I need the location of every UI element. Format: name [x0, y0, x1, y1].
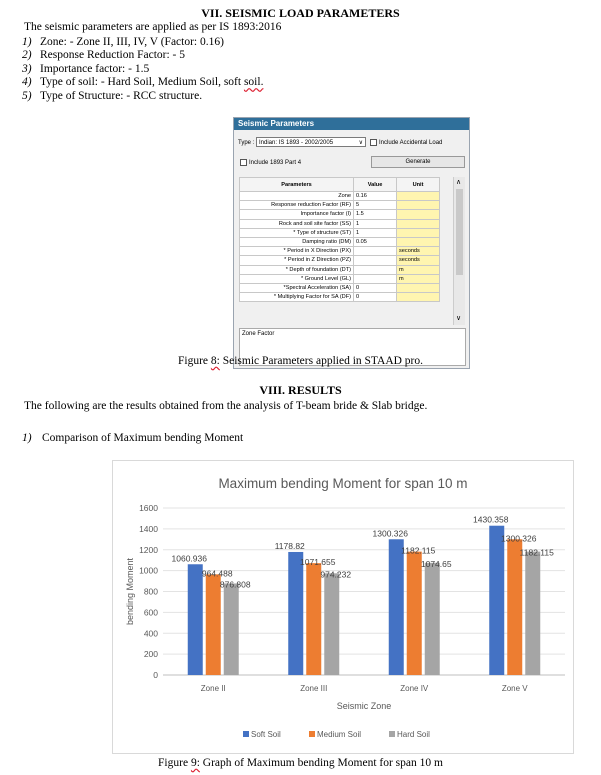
parameters-table	[239, 177, 440, 302]
param-name-cell: * Period in X Direction (PX)	[240, 247, 354, 256]
y-tick-label: 1400	[139, 523, 158, 534]
col-header-unit: Unit	[397, 178, 440, 192]
legend-swatch	[243, 731, 249, 737]
table-row[interactable]	[240, 265, 440, 274]
y-tick-label: 0	[153, 670, 158, 680]
param-value-cell[interactable]: 5	[354, 201, 397, 210]
table-row[interactable]	[240, 219, 440, 228]
data-label: 964.488	[201, 568, 233, 579]
data-label: 1071.655	[300, 557, 336, 568]
list-item: 1) Zone: - Zone II, III, IV, V (Factor: 0.16)	[22, 36, 224, 48]
y-tick-label: 1000	[139, 565, 158, 576]
list-item: 2) Response Reduction Factor: - 5	[22, 49, 186, 62]
bar	[306, 563, 321, 675]
section-heading-results: VIII. RESULTS	[259, 383, 342, 397]
param-name-cell: Response reduction Factor (RF)	[240, 201, 354, 210]
table-row[interactable]	[240, 210, 440, 219]
table-row[interactable]	[240, 237, 440, 246]
param-value-cell[interactable]	[354, 265, 397, 274]
param-unit-cell	[397, 210, 440, 219]
param-name-cell: * Ground Level (GL)	[240, 274, 354, 283]
table-row[interactable]	[240, 293, 440, 302]
data-label: 876.808	[219, 579, 251, 590]
table-row[interactable]	[240, 283, 440, 292]
param-name-cell: Zone	[240, 192, 354, 201]
scrollbar-thumb[interactable]	[456, 189, 463, 275]
bar	[425, 563, 440, 675]
data-label: 974.232	[320, 569, 352, 580]
bar	[224, 583, 239, 675]
table-row[interactable]	[240, 256, 440, 265]
bar	[407, 552, 422, 675]
y-tick-label: 600	[143, 607, 158, 618]
param-unit-cell: seconds	[397, 256, 440, 265]
param-value-cell[interactable]: 0.05	[354, 237, 397, 246]
param-unit-cell	[397, 219, 440, 228]
description-text: Zone Factor	[242, 331, 275, 337]
figure-8-caption: Figure 8: Seismic Parameters applied in STAAD pro.	[177, 355, 424, 367]
legend-item: Soft Soil	[251, 730, 281, 739]
x-axis-label: Seismic Zone	[336, 701, 392, 711]
data-label: 1060.936	[171, 553, 207, 564]
col-header-value: Value	[354, 178, 397, 192]
data-label: 1178.82	[274, 540, 305, 551]
generate-button[interactable]: Generate	[371, 156, 465, 168]
type-select[interactable]: Indian: IS 1893 - 2002/2005 ∨	[256, 137, 366, 147]
param-value-cell[interactable]: 0	[354, 283, 397, 292]
data-label: 1182.115	[519, 547, 554, 558]
param-unit-cell	[397, 192, 440, 201]
y-tick-label: 1200	[139, 544, 158, 555]
y-tick-label: 1600	[139, 503, 158, 513]
data-label: 1182.115	[401, 545, 436, 556]
param-unit-cell	[397, 228, 440, 237]
param-value-cell[interactable]: 0.16	[354, 192, 397, 201]
legend-swatch	[389, 731, 395, 737]
accidental-load-label: Include Accidental Load	[379, 140, 443, 146]
param-unit-cell	[397, 237, 440, 246]
results-intro: The following are the results obtained from the analysis of T-beam bride & Slab bridge.	[24, 400, 428, 412]
table-row[interactable]	[240, 228, 440, 237]
x-tick-label: Zone III	[300, 684, 328, 693]
param-name-cell: Rock and soil site factor (SS)	[240, 219, 354, 228]
chart-title: Maximum bending Moment for span 10 m	[218, 476, 468, 491]
table-row[interactable]	[240, 201, 440, 210]
y-tick-label: 200	[143, 649, 158, 660]
param-unit-cell: m	[397, 274, 440, 283]
table-scrollbar[interactable]	[453, 177, 465, 325]
table-row[interactable]	[240, 247, 440, 256]
bar	[324, 573, 339, 675]
section-heading-seismic: VII. SEISMIC LOAD PARAMETERS	[201, 6, 400, 20]
data-label: 1074.65	[420, 558, 452, 569]
param-name-cell: * Depth of foundation (DT)	[240, 265, 354, 274]
results-list-item: 1) Comparison of Maximum bending Moment	[22, 432, 244, 444]
param-unit-cell	[397, 293, 440, 302]
y-tick-label: 400	[143, 628, 158, 639]
table-header-row	[240, 178, 440, 192]
param-name-cell: * Type of structure (ST)	[240, 228, 354, 237]
data-label: 1300.326	[372, 528, 408, 539]
param-name-cell: * Period in Z Direction (PZ)	[240, 256, 354, 265]
dialog-title: Seismic Parameters	[234, 118, 469, 130]
scroll-up-icon[interactable]: ∧	[456, 179, 462, 186]
list-item: 3) Importance factor: - 1.5	[22, 62, 150, 75]
data-label: 1300.326	[501, 533, 537, 544]
part4-label: Include 1893 Part 4	[249, 160, 302, 166]
bending-moment-chart	[112, 460, 574, 754]
param-unit-cell	[397, 201, 440, 210]
legend-item: Medium Soil	[317, 730, 362, 739]
y-tick-label: 800	[143, 586, 158, 597]
param-value-cell[interactable]: 1	[354, 219, 397, 228]
scroll-down-icon[interactable]: ∨	[456, 315, 462, 322]
bar	[389, 539, 404, 675]
bar	[507, 539, 522, 675]
bar	[206, 574, 221, 675]
param-unit-cell	[397, 283, 440, 292]
chart-svg	[113, 461, 573, 753]
bar	[288, 552, 303, 675]
seismic-parameter-list	[22, 36, 263, 103]
type-label: Type :	[238, 140, 255, 146]
legend-swatch	[309, 731, 315, 737]
list-item: 5) Type of Structure: - RCC structure.	[22, 89, 203, 102]
param-name-cell: * Multiplying Factor for SA (DF)	[240, 293, 354, 302]
x-tick-label: Zone II	[200, 684, 226, 693]
y-axis-label: bending Moment	[125, 557, 135, 626]
param-name-cell: *Spectral Acceleration (SA)	[240, 283, 354, 292]
param-value-cell[interactable]	[354, 274, 397, 283]
include-part4-checkbox[interactable]	[240, 159, 247, 166]
param-name-cell: Importance factor (I)	[240, 210, 354, 219]
data-label: 1430.358	[473, 514, 509, 525]
legend-item: Hard Soil	[397, 730, 430, 739]
list-item: 4) Type of soil: - Hard Soil, Medium Soil, soft soil.	[22, 76, 264, 89]
x-tick-label: Zone V	[501, 684, 528, 693]
param-value-cell[interactable]: 1.5	[354, 210, 397, 219]
param-name-cell: Damping ratio (DM)	[240, 237, 354, 246]
bar	[489, 526, 504, 675]
param-value-cell[interactable]: 1	[354, 228, 397, 237]
param-value-cell[interactable]: 0	[354, 293, 397, 302]
x-tick-label: Zone IV	[400, 684, 429, 693]
seismic-parameters-dialog	[233, 117, 470, 369]
figure-9-caption: Figure 9: Graph of Maximum bending Moment for span 10 m	[158, 757, 443, 769]
col-header-parameters: Parameters	[240, 178, 354, 192]
param-unit-cell: seconds	[397, 247, 440, 256]
table-row[interactable]	[240, 274, 440, 283]
include-accidental-load-checkbox[interactable]	[370, 139, 377, 146]
bar	[188, 564, 203, 675]
seismic-intro: The seismic parameters are applied as per IS 1893:2016	[24, 21, 282, 33]
param-unit-cell: m	[397, 265, 440, 274]
param-value-cell[interactable]	[354, 256, 397, 265]
param-value-cell[interactable]	[354, 247, 397, 256]
chevron-down-icon: ∨	[358, 140, 363, 146]
table-row[interactable]	[240, 192, 440, 201]
bar	[525, 552, 540, 675]
